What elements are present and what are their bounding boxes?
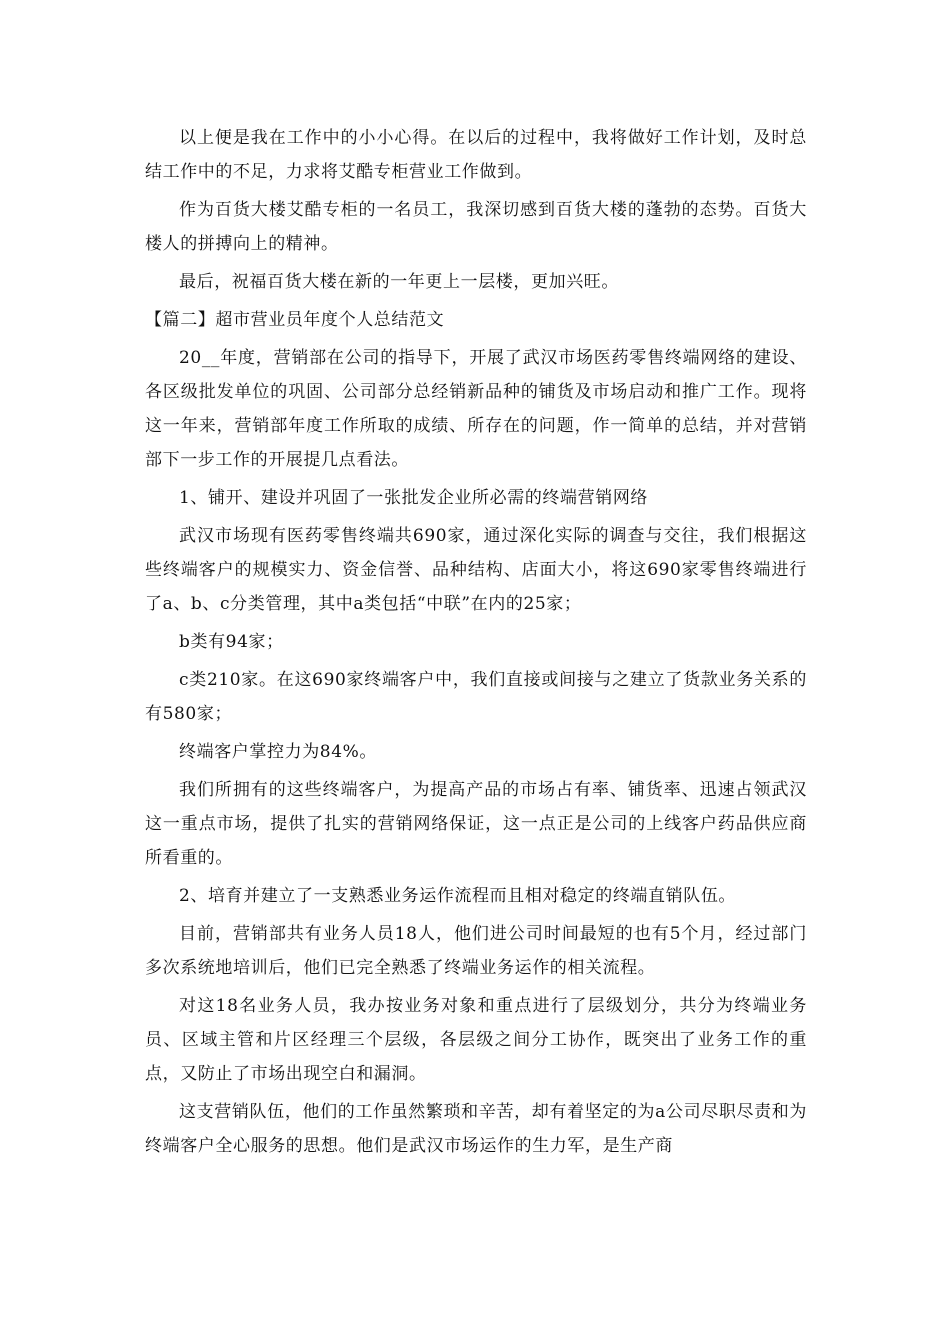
item-heading-2: 2、培育并建立了一支熟悉业务运作流程而且相对稳定的终端直销队伍。: [179, 886, 737, 906]
paragraph-closing-experience: 以上便是我在工作中的小小心得。在以后的过程中，我将做好工作计划，及时总结工作中的不足，力求将艾酷专柜营业工作做到。: [145, 128, 807, 182]
paragraph-control-rate: 终端客户掌控力为84%。: [179, 742, 377, 762]
paragraph-blessing: 最后，祝福百货大楼在新的一年更上一层楼，更加兴旺。: [179, 272, 619, 292]
item-heading-1: 1、铺开、建设并巩固了一张批发企业所必需的终端营销网络: [179, 488, 649, 508]
paragraph-class-b: b类有94家；: [179, 632, 284, 652]
paragraph-class-c: c类210家。在这690家终端客户中，我们直接或间接与之建立了货款业务关系的有580家；: [145, 670, 807, 724]
paragraph-team-spirit: 这支营销队伍，他们的工作虽然繁琐和辛苦，却有着坚定的为a公司尽职尽责和为终端客户全心服务的思想。他们是武汉市场运作的生力军，是生产商: [145, 1102, 807, 1156]
paragraph-staff-levels: 对这18名业务人员，我办按业务对象和重点进行了层级划分，共分为终端业务员、区域主管和片区经理三个层级，各层级之间分工协作，既突出了业务工作的重点，又防止了市场出现空白和漏洞。: [145, 996, 807, 1084]
section-heading: 【篇二】超市营业员年度个人总结范文: [145, 310, 445, 330]
paragraph-staff-count: 目前，营销部共有业务人员18人，他们进公司时间最短的也有5个月，经过部门多次系统地培训后，他们已完全熟悉了终端业务运作的相关流程。: [145, 924, 807, 978]
paragraph-employee-feeling: 作为百货大楼艾酷专柜的一名员工，我深切感到百货大楼的蓬勃的态势。百货大楼人的拼搏向上的精神。: [145, 200, 807, 254]
paragraph-network-value: 我们所拥有的这些终端客户，为提高产品的市场占有率、铺货率、迅速占领武汉这一重点市场，提供了扎实的营销网络保证，这一点正是公司的上线客户药品供应商所看重的。: [145, 780, 807, 868]
paragraph-terminal-network: 武汉市场现有医药零售终端共690家，通过深化实际的调查与交往，我们根据这些终端客户的规模实力、资金信誉、品种结构、店面大小，将这690家零售终端进行了a、b、c分类管理，其中a类包括“中联”在内的25家；: [145, 526, 807, 614]
paragraph-annual-overview: 20__年度，营销部在公司的指导下，开展了武汉市场医药零售终端网络的建设、各区级批发单位的巩固、公司部分总经销新品种的铺货及市场启动和推广工作。现将这一年来，营销部年度工作所取的成绩、所存在的问题，作一简单的总结，并对营销部下一步工作的开展提几点看法。: [145, 348, 807, 470]
document-body: [145, 121, 807, 1167]
